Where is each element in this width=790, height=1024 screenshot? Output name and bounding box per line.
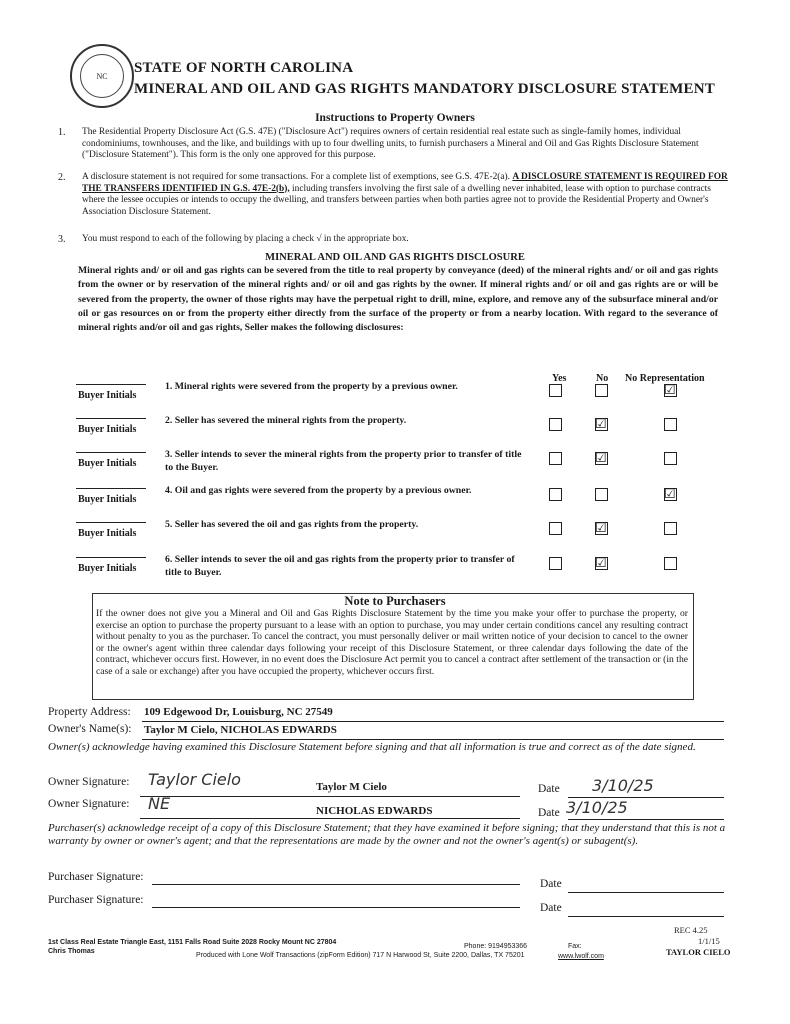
question-text: 6. Seller intends to sever the oil and gas rights from the property prior to transfer of title to Buyer. (165, 554, 515, 578)
note-text: If the owner does not give you a Mineral and Oil and Gas Rights Disclosure Statement by the time you make your offer to purchase the property, or exercise an option to purchase the property pursuant to a lease with an option to purchase, you may under certain conditions cancel any resulting contract without penalty to you as the purchaser. To cancel the contract, you must personally deliver or mail written notice of your decision to cancel to the owner or the owner's agent within three calendar days following your receipt of this Disclosure Statement, or three calendar days following the date of the contract, whichever occurs first. However, in no event does the Disclosure Act permit you to cancel a contract after settlement of the transaction or (in the case of a sale or exchange) after you have occupied the property, whichever occurs first. (96, 608, 688, 677)
purchaser-signature-label-2: Purchaser Signature: (48, 894, 144, 906)
instruction-2-emphasis: A DISCLOSURE STATEMENT IS REQUIRED FOR THE TRANSFERS IDENTIFIED IN G.S. 47E-2(b), (82, 172, 728, 194)
col-yes: Yes (552, 373, 567, 384)
form-name: TAYLOR CIELO (666, 947, 731, 957)
form-title: MINERAL AND OIL AND GAS RIGHTS MANDATORY DISCLOSURE STATEMENT (134, 81, 715, 97)
owners-name-line (142, 739, 724, 740)
instruction-3: You must respond to each of the following by placing a check √ in the appropriate box. (82, 234, 409, 244)
owner-signature-line-2 (140, 818, 520, 819)
owner-signature-line-1 (140, 796, 520, 797)
owner-date-1[interactable]: 3/10/25 (592, 776, 654, 795)
buyer-initials-label: Buyer Initials (78, 528, 137, 539)
purchaser-signature-line-2[interactable] (152, 907, 520, 908)
checkbox-no[interactable] (595, 522, 608, 535)
owner-date-line-2 (568, 819, 724, 820)
property-address-label: Property Address: (48, 706, 131, 718)
owner-signature-1[interactable]: Taylor Cielo (148, 770, 241, 789)
checkbox-no-rep[interactable] (664, 452, 677, 465)
checkbox-no-rep[interactable] (664, 522, 677, 535)
purchaser-date-line-2[interactable] (568, 916, 724, 917)
checkbox-yes[interactable] (549, 557, 562, 570)
checkbox-no[interactable] (595, 384, 608, 397)
checkbox-no[interactable] (595, 557, 608, 570)
section-text: Mineral rights and/ or oil and gas rights can be severed from the title to real property by conveyance (deed) of the mineral rights and/ or oil and gas rights from the owner or by reservation of the mineral rights and/ or oil and gas rights by the owner. If mineral rights and/ or oil and gas rights are or will be severed from the property, the owner of those rights may have the perpetual right to drill, mine, explore, and remove any of the subsurface mineral and/or oil or gas resources on or from the property either directly from the surface of the property or from a nearby location. With regard to the severance of mineral rights and/or oil and gas rights, Seller makes the following disclosures: (78, 265, 718, 334)
owners-name-label: Owner's Name(s): (48, 723, 132, 735)
check-mark-icon: ☑ (664, 382, 676, 397)
buyer-initials-label: Buyer Initials (78, 494, 137, 505)
buyer-initials-line[interactable] (76, 488, 146, 489)
buyer-initials-label: Buyer Initials (78, 458, 137, 469)
instruction-2-text-c: including transfers involving the first sale of a dwelling never inhabited, lease with option to purchase contracts where the lessee occupies or intends to occupy the dwelling, and transfers between parties when both parties agree not to provide the Residential Property and Owner's Association Disclosure Statement. (82, 183, 711, 217)
question-text: 3. Seller intends to sever the mineral rights from the property prior to transfer of title to the Buyer. (165, 449, 522, 473)
owner-date-label-2: Date (538, 807, 560, 819)
check-mark-icon: ☑ (664, 486, 676, 501)
form-state-title: STATE OF NORTH CAROLINA (134, 60, 354, 76)
checkbox-no[interactable] (595, 418, 608, 431)
purchaser-date-label-1: Date (540, 878, 562, 890)
checkbox-yes[interactable] (549, 384, 562, 397)
property-address-value: 109 Edgewood Dr, Louisburg, NC 27549 (144, 706, 333, 718)
question-text: 2. Seller has severed the mineral rights from the property. (165, 415, 407, 426)
question-text: 4. Oil and gas rights were severed from the property by a previous owner. (165, 485, 472, 496)
purchaser-signature-label-1: Purchaser Signature: (48, 871, 144, 883)
question-text: 1. Mineral rights were severed from the property by a previous owner. (165, 381, 458, 392)
instruction-1: The Residential Property Disclosure Act (G.S. 47E) ("Disclosure Act") requires owners of certain residential real estate such as single-family homes, individual condominiums, townhouses, and the like, and buildings with up to four dwelling units, to furnish purchasers a Mineral and Oil and Gas Rights Disclosure Statement ("Disclosure Statement"). This form is the only one approved for this purpose. (82, 127, 699, 160)
footer-broker: 1st Class Real Estate Triangle East, 1151 Falls Road Suite 2028 Rocky Mount NC 27804 (48, 939, 337, 946)
section-title: MINERAL AND OIL AND GAS RIGHTS DISCLOSURE (265, 252, 525, 263)
owner-signature-2[interactable]: NE (148, 794, 171, 813)
footer-url[interactable]: www.lwolf.com (558, 953, 604, 960)
footer-agent: Chris Thomas (48, 948, 95, 955)
col-no: No (596, 373, 609, 384)
checkbox-yes[interactable] (549, 418, 562, 431)
buyer-initials-line[interactable] (76, 384, 146, 385)
instruction-number-1: 1. (58, 127, 66, 138)
owner-printed-name-1: Taylor M Cielo (316, 781, 387, 793)
owner-date-label-1: Date (538, 783, 560, 795)
check-mark-icon: ☑ (595, 520, 607, 535)
purchaser-acknowledgement: Purchaser(s) acknowledge receipt of a copy of this Disclosure Statement; that they have examined it before signing; that they understand that this is not a warranty by owner or owner's agent; and that the representations are made by the owner and not the owner's agent(s) or subagent(s). (48, 822, 726, 847)
buyer-initials-line[interactable] (76, 557, 146, 558)
owner-printed-name-2: NICHOLAS EDWARDS (316, 805, 433, 817)
form-code: REC 4.25 (674, 925, 708, 935)
seal-inner: NC (80, 54, 124, 98)
purchaser-date-label-2: Date (540, 902, 562, 914)
owners-name-value: Taylor M Cielo, NICHOLAS EDWARDS (144, 724, 337, 736)
checkbox-no[interactable] (595, 488, 608, 501)
owner-signature-label-1: Owner Signature: (48, 776, 130, 788)
footer-phone: Phone: 9194953366 (464, 943, 528, 950)
instruction-number-3: 3. (58, 234, 66, 245)
checkbox-no-rep[interactable] (664, 384, 677, 397)
owner-signature-label-2: Owner Signature: (48, 798, 130, 810)
instruction-2 (82, 172, 736, 218)
checkbox-no-rep[interactable] (664, 488, 677, 501)
property-address-line (142, 721, 724, 722)
check-mark-icon: ☑ (595, 450, 607, 465)
footer-produced: Produced with Lone Wolf Transactions (zipForm Edition) 717 N Harwood St, Suite 2200, Dallas, TX 75201 (196, 952, 525, 959)
note-title: Note to Purchasers (344, 594, 446, 608)
checkbox-yes[interactable] (549, 452, 562, 465)
purchaser-signature-line-1[interactable] (152, 884, 520, 885)
purchaser-date-line-1[interactable] (568, 892, 724, 893)
instruction-number-2: 2. (58, 172, 66, 183)
form-date: 1/1/15 (698, 936, 720, 946)
footer-fax: Fax: (568, 943, 582, 950)
checkbox-no-rep[interactable] (664, 418, 677, 431)
buyer-initials-label: Buyer Initials (78, 390, 137, 401)
checkbox-yes[interactable] (549, 522, 562, 535)
instruction-2-text-a: A disclosure statement is not required for some transactions. For a complete list of exemptions, see G.S. 47E-2(a). (82, 172, 511, 182)
check-mark-icon: ☑ (595, 416, 607, 431)
checkbox-no[interactable] (595, 452, 608, 465)
buyer-initials-label: Buyer Initials (78, 563, 137, 574)
checkbox-yes[interactable] (549, 488, 562, 501)
question-text: 5. Seller has severed the oil and gas rights from the property. (165, 519, 419, 530)
owner-date-2[interactable]: 3/10/25 (566, 798, 628, 817)
col-no-representation: No Representation (625, 373, 705, 384)
buyer-initials-label: Buyer Initials (78, 424, 137, 435)
buyer-initials-line[interactable] (76, 452, 146, 453)
instructions-title: Instructions to Property Owners (315, 112, 475, 124)
state-seal-icon (70, 44, 134, 108)
buyer-initials-line[interactable] (76, 522, 146, 523)
checkbox-no-rep[interactable] (664, 557, 677, 570)
check-mark-icon: ☑ (595, 555, 607, 570)
buyer-initials-line[interactable] (76, 418, 146, 419)
owner-acknowledgement: Owner(s) acknowledge having examined this Disclosure Statement before signing and that all information is true and correct as of the date signed. (48, 741, 696, 753)
